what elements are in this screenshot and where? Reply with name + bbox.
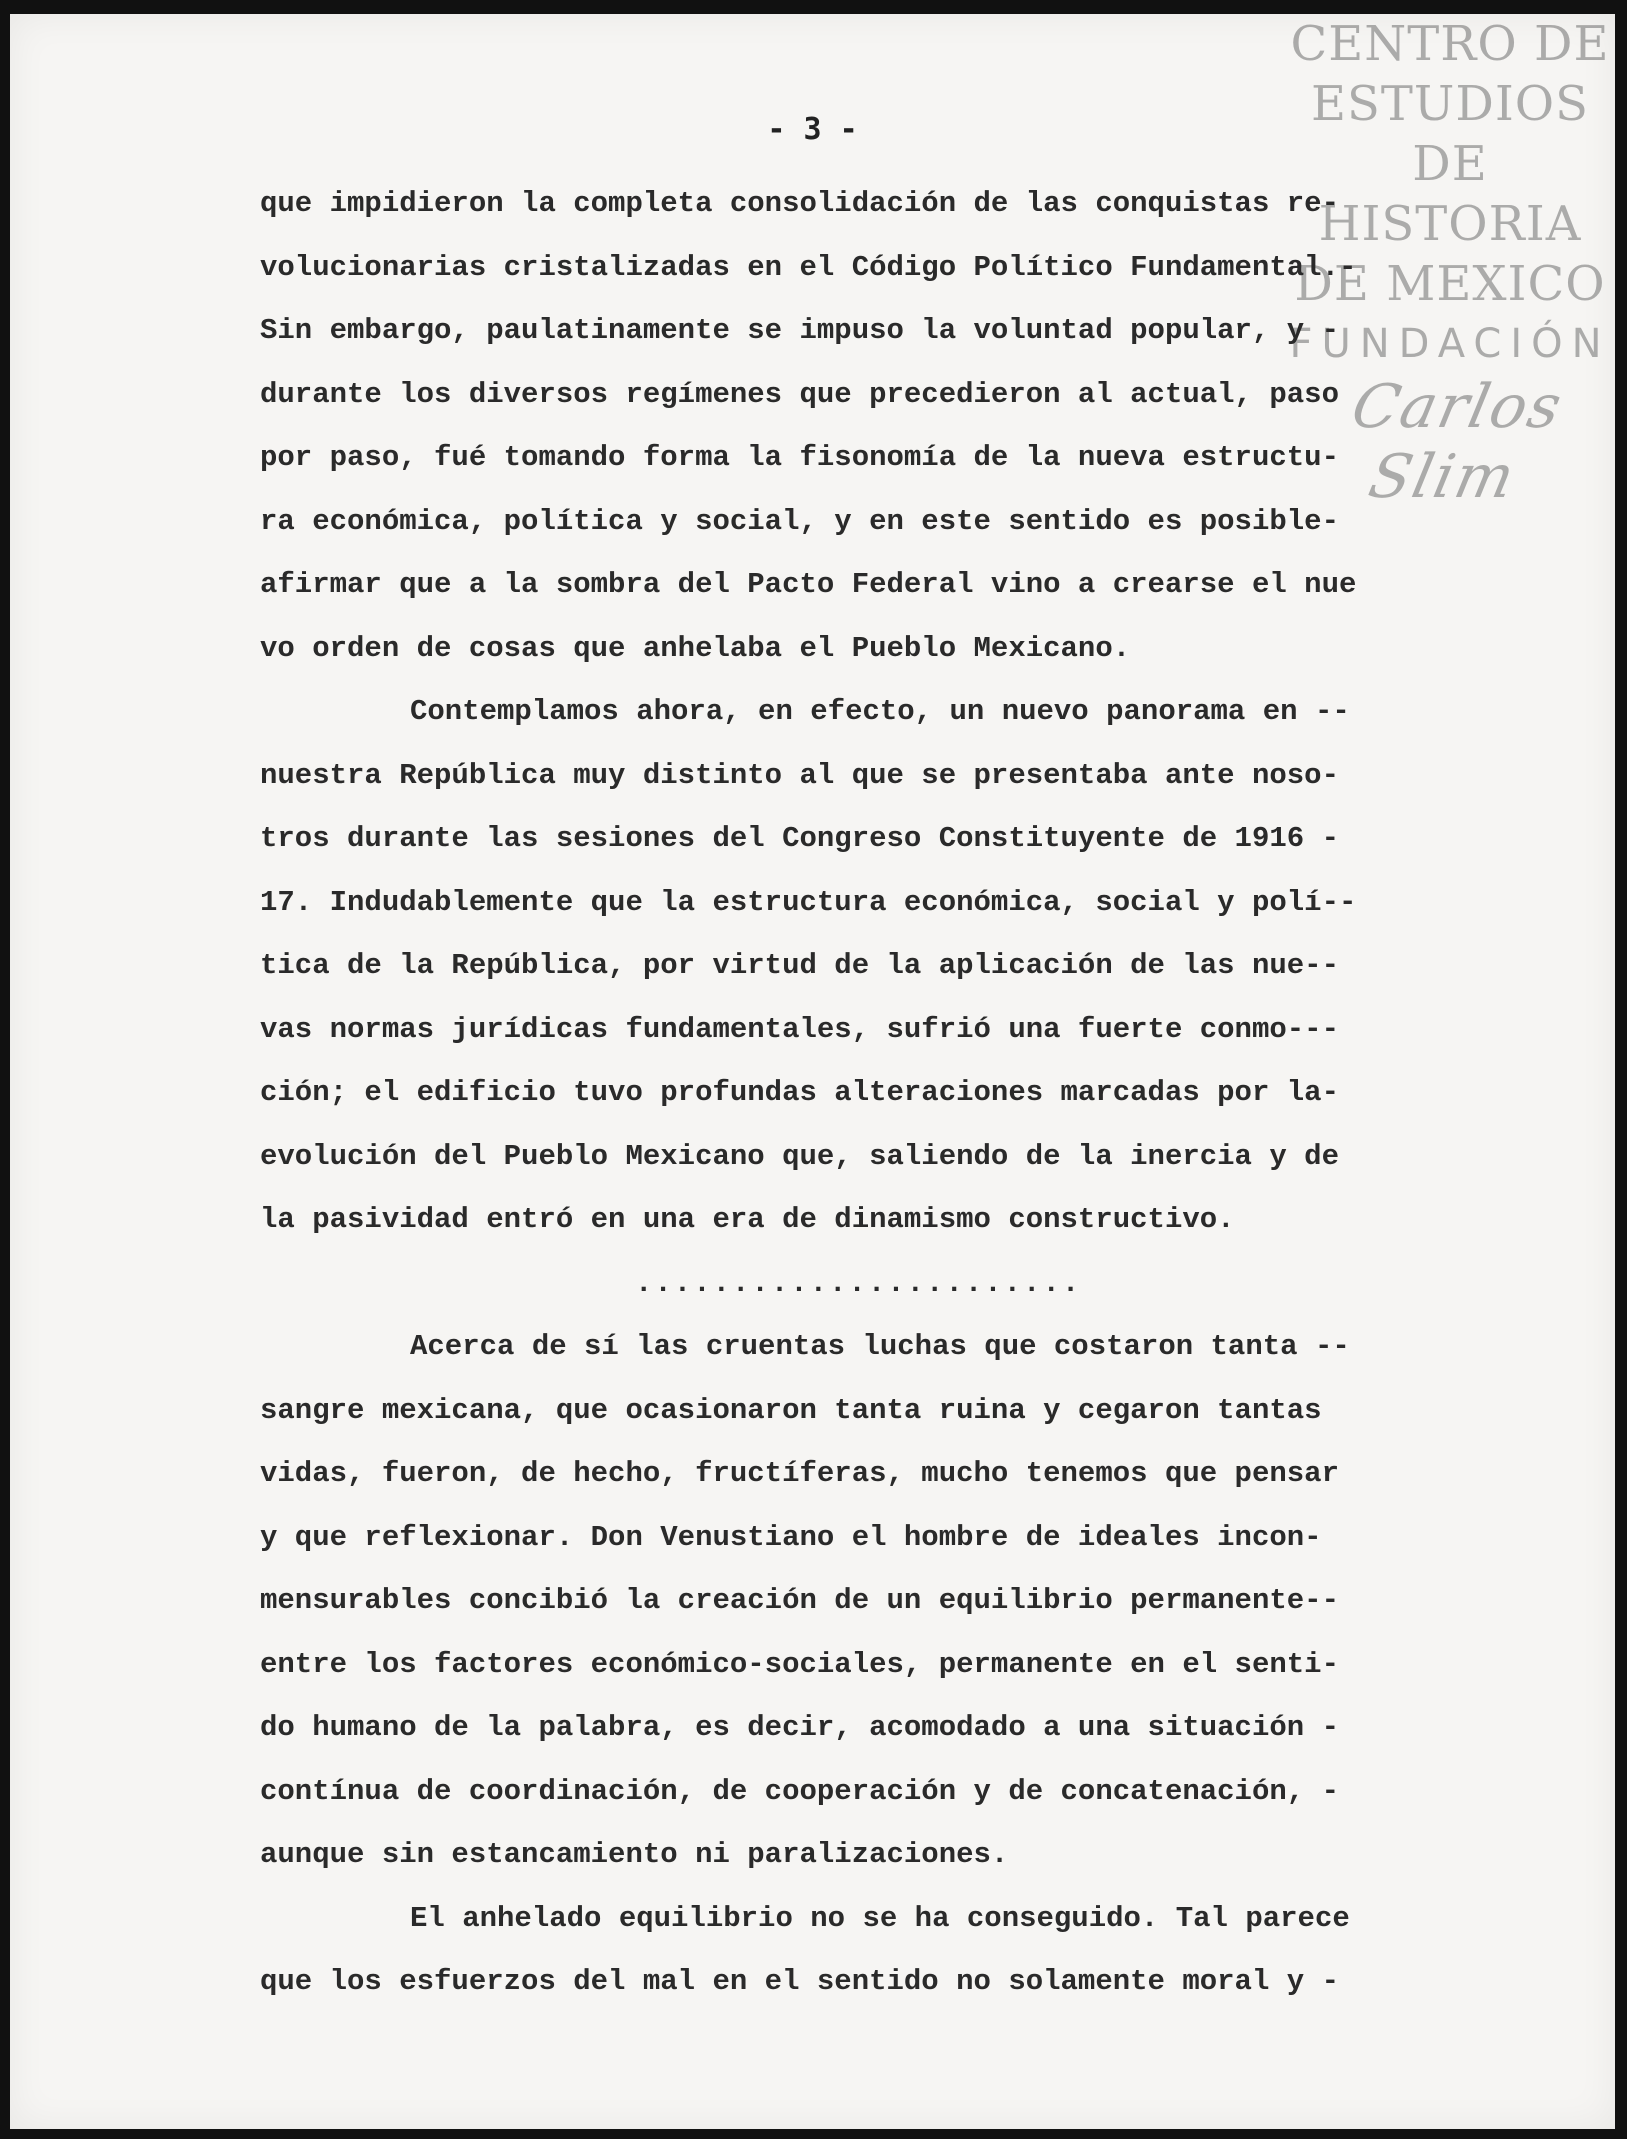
- text-line: y que reflexionar. Don Venustiano el hombre de ideales incon-: [260, 1520, 1322, 1554]
- text-line: mensurables concibió la creación de un equilibrio permanente--: [260, 1584, 1339, 1617]
- text-line: evolución del Pueblo Mexicano que, saliendo de la inercia y de: [260, 1139, 1339, 1173]
- text-line: Sin embargo, paulatinamente se impuso la voluntad popular, y -: [260, 314, 1339, 347]
- text-line: El anhelado equilibrio no se ha conseguido. Tal parece: [410, 1901, 1350, 1935]
- watermark-signature: Carlos Slim: [1345, 372, 1570, 512]
- text-line: 17. Indudablemente que la estructura económica, social y polí--: [260, 885, 1357, 919]
- text-line: aunque sin estancamiento ni paralizaciones.: [260, 1838, 1009, 1871]
- text-line: Acerca de sí las cruentas luchas que costaron tanta --: [410, 1330, 1350, 1363]
- text-line: ción; el edificio tuvo profundas alteraciones marcadas por la-: [260, 1076, 1339, 1109]
- text-line: tros durante las sesiones del Congreso Constituyente de 1916 -: [260, 822, 1339, 855]
- watermark-line: ESTUDIOS: [1310, 76, 1590, 132]
- watermark-foundation: FUNDACIÓN: [1289, 321, 1611, 367]
- text-line: que impidieron la completa consolidación de las conquistas re-: [260, 187, 1339, 220]
- text-line: vo orden de cosas que anhelaba el Pueblo Mexicano.: [260, 631, 1131, 665]
- section-separator: .......................: [635, 1266, 1082, 1300]
- text-line: durante los diversos regímenes que precedieron al actual, paso: [260, 377, 1339, 411]
- document-page: [10, 14, 1615, 2129]
- text-line: entre los factores económico-sociales, permanente en el senti-: [260, 1647, 1339, 1681]
- text-line: vas normas jurídicas fundamentales, sufrió una fuerte conmo---: [260, 1012, 1339, 1046]
- typed-body-text: [260, 172, 1450, 2014]
- text-line: por paso, fué tomando forma la fisonomía de la nueva estructu-: [260, 441, 1339, 474]
- watermark-line: CENTRO DE: [1290, 16, 1610, 72]
- page-number: - 3 -: [767, 112, 858, 147]
- watermark-line: DE HISTORIA: [1318, 136, 1582, 252]
- text-line: que los esfuerzos del mal en el sentido no solamente moral y -: [260, 1965, 1339, 1998]
- text-line: la pasividad entró en una era de dinamismo constructivo.: [260, 1203, 1235, 1236]
- text-line: Contemplamos ahora, en efecto, un nuevo panorama en --: [410, 695, 1350, 728]
- text-line: contínua de coordinación, de cooperación y de concatenación, -: [260, 1774, 1339, 1808]
- text-line: volucionarias cristalizadas en el Código Político Fundamental.-: [260, 250, 1357, 284]
- watermark-line: DE MEXICO: [1294, 256, 1606, 312]
- text-line: sangre mexicana, que ocasionaron tanta ruina y cegaron tantas: [260, 1393, 1322, 1427]
- text-line: tica de la República, por virtud de la aplicación de las nue--: [260, 949, 1339, 982]
- text-line: do humano de la palabra, es decir, acomodado a una situación -: [260, 1711, 1339, 1744]
- text-line: nuestra República muy distinto al que se presentaba ante noso-: [260, 758, 1339, 792]
- text-line: ra económica, política y social, y en este sentido es posible-: [260, 504, 1339, 538]
- text-line: afirmar que a la sombra del Pacto Federal vino a crearse el nue: [260, 568, 1357, 601]
- text-line: vidas, fueron, de hecho, fructíferas, mucho tenemos que pensar: [260, 1457, 1339, 1490]
